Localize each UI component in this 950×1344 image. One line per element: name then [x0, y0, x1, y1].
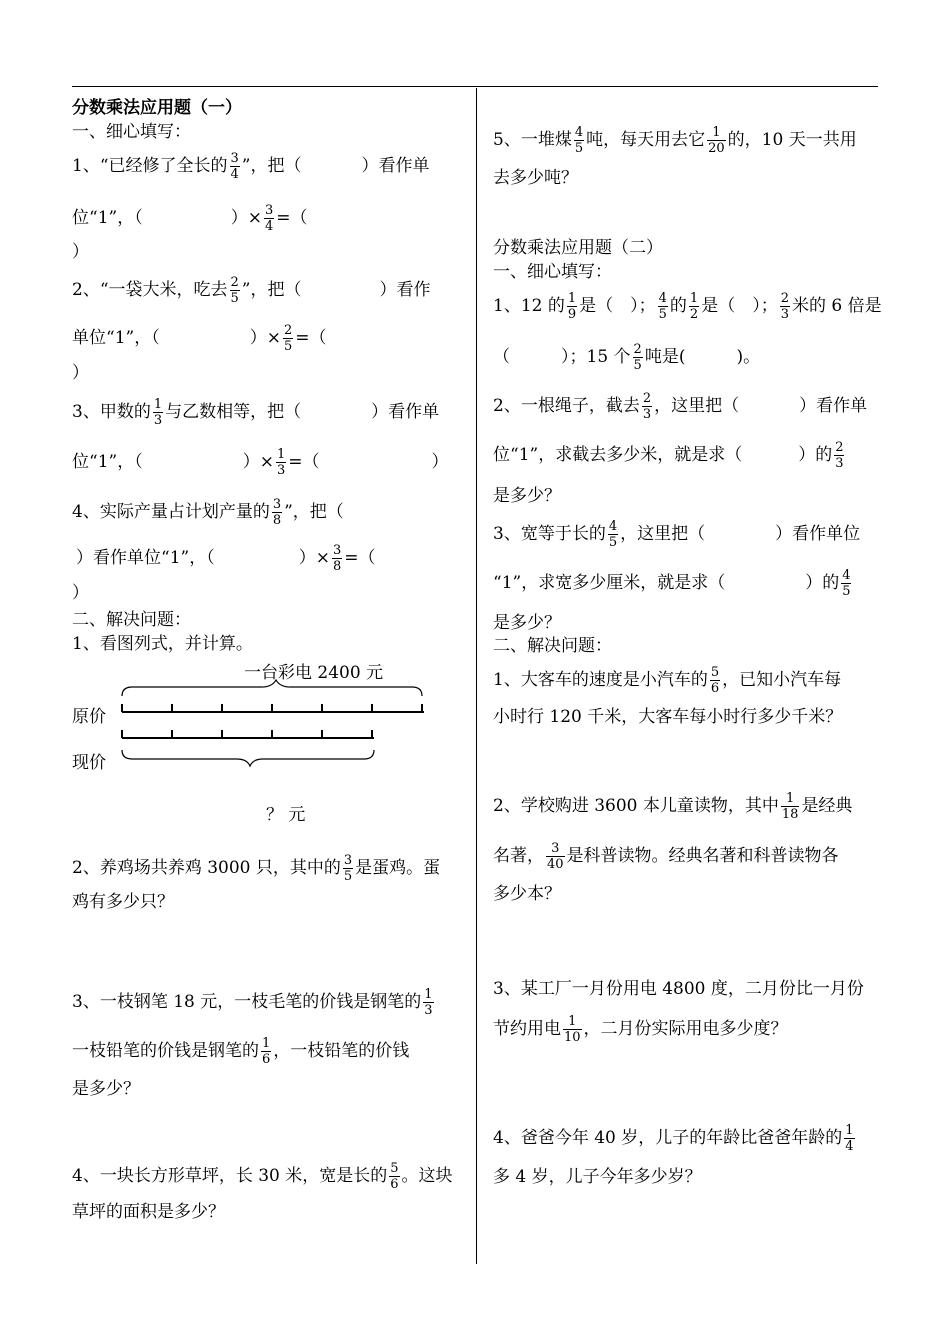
section-solve-2: 二、解决问题： [493, 636, 612, 656]
f2-line1: 2、一根绳子，截去 $\frac{2}{3}$ ，这里把（ ）看作单 [493, 391, 868, 422]
section-fill-1: 一、细心填写： [72, 122, 191, 142]
r1-line1: 1、大客车的速度是小汽车的 $\frac{5}{6}$ ，已知小汽车每 [493, 665, 842, 696]
fraction-4-5: $\frac{4}{5}$ [574, 125, 584, 156]
fraction-2-5: $\frac{2}{5}$ [230, 275, 239, 306]
p4-line2: 草坪的面积是多少？ [72, 1202, 225, 1222]
f3-line2: “1”，求宽多少厘米，就是求（ ）的 $\frac{4}{5}$ [493, 568, 851, 599]
column-divider [476, 88, 477, 1264]
fraction-4-5: $\frac{4}{5}$ [658, 291, 667, 322]
q3-line2: 位“1”，（ ）× $\frac{1}{3}$ =（ ） [72, 447, 449, 478]
fraction-2-3: $\frac{2}{3}$ [780, 291, 789, 322]
f2-line2: 位“1”，求截去多少米，就是求（ ）的 $\frac{2}{3}$ [493, 440, 844, 471]
left-column [72, 96, 462, 1230]
q4-line1: 4、实际产量占计划产量的 $\frac{3}{8}$ ”，把（ [72, 497, 344, 528]
fraction-3-4: $\frac{3}{4}$ [264, 203, 274, 234]
fraction-2-5: $\frac{2}{5}$ [283, 323, 293, 354]
q1-line3: ） [72, 242, 89, 262]
r3-line2: 节约用电 $\frac{1}{10}$ ，二月份实际用电多少度？ [493, 1014, 788, 1045]
r2-line1: 2、学校购进 3600 本儿童读物，其中 $\frac{1}{18}$ 是经典 [493, 791, 853, 822]
fraction-2-3: $\frac{2}{3}$ [835, 440, 844, 471]
right-column [493, 96, 882, 1192]
fraction-3-5: $\frac{3}{5}$ [343, 853, 353, 884]
top-rule [72, 86, 878, 87]
fraction-1-9: $\frac{1}{9}$ [567, 291, 577, 322]
q2-line3: ） [72, 363, 89, 383]
q2-line1: 2、“一袋大米，吃去 $\frac{2}{5}$ ”，把（ ）看作 [72, 275, 431, 306]
fraction-1-6: $\frac{1}{6}$ [262, 1036, 271, 1067]
current-price-bar [122, 730, 374, 738]
fraction-1-4: $\frac{1}{4}$ [845, 1123, 854, 1154]
p2-line2: 鸡有多少只？ [72, 892, 174, 912]
q4-line2: ）看作单位“1”，（ ）× $\frac{3}{8}$ =（ [76, 543, 376, 574]
q3-line1: 3、甲数的 $\frac{1}{3}$ 与乙数相等，把（ ）看作单 [72, 397, 440, 428]
original-price-bar [122, 704, 424, 712]
f3-line3: 是多少？ [493, 613, 561, 633]
f3-line1: 3、宽等于长的 $\frac{4}{5}$ ，这里把（ ）看作单位 [493, 519, 861, 550]
fraction-4-5: $\frac{4}{5}$ [608, 519, 618, 550]
q5-line2: 去多少吨？ [493, 168, 578, 188]
fraction-2-5: $\frac{2}{5}$ [633, 342, 642, 373]
r3-line1: 3、某工厂一月份用电 4800 度，二月份比一月份 [493, 979, 864, 999]
fraction-3-40: $\frac{3}{40}$ [547, 841, 564, 872]
f2-line3: 是多少？ [493, 486, 561, 506]
bottom-brace [122, 750, 374, 766]
r1-line2: 小时行 120 千米，大客车每小时行多少千米？ [493, 707, 843, 727]
q2-line2: 单位“1”，（ ）× $\frac{2}{5}$ =（ [72, 323, 327, 354]
p2-line1: 2、养鸡场共养鸡 3000 只，其中的 $\frac{3}{5}$ 是蛋鸡。蛋 [72, 853, 441, 884]
section-fill-2: 一、细心填写： [493, 262, 612, 282]
tv-price-diagram [72, 660, 462, 826]
section-solve-1: 二、解决问题： [72, 610, 191, 630]
worksheet-title-1: 分数乘法应用题（一） [72, 98, 242, 118]
fraction-3-8: $\frac{3}{8}$ [272, 497, 282, 528]
fraction-4-5: $\frac{4}{5}$ [842, 568, 851, 599]
f1-line2: （ ）；15 个 $\frac{2}{5}$ 吨是( )。 [493, 342, 761, 373]
r2-line2: 名著， $\frac{3}{40}$ 是科普读物。经典名著和科普读物各 [493, 841, 839, 872]
p3-line1: 3、一枝钢笔 18 元，一枝毛笔的价钱是钢笔的 $\frac{1}{3}$ [72, 987, 433, 1018]
q4-line3: ） [72, 583, 89, 603]
q5-line1: 5、一堆煤 $\frac{4}{5}$ 吨，每天用去它 $\frac{1}{20}$ 的，10 天一共用 [493, 125, 857, 156]
diagram-current-label: 现价 [72, 753, 106, 773]
fraction-5-6: $\frac{5}{6}$ [390, 1161, 399, 1192]
fraction-2-3: $\frac{2}{3}$ [642, 391, 652, 422]
worksheet-title-2: 分数乘法应用题（二） [493, 238, 663, 258]
fraction-3-4: $\frac{3}{4}$ [230, 151, 239, 182]
fraction-5-6: $\frac{5}{6}$ [710, 665, 720, 696]
fraction-1-10: $\frac{1}{10}$ [564, 1014, 581, 1045]
segment-diagram [72, 660, 462, 826]
diagram-top-label: 一台彩电 2400 元 [244, 663, 384, 683]
fraction-3-8: $\frac{3}{8}$ [332, 543, 342, 574]
p4-line1: 4、一块长方形草坪，长 30 米，宽是长的 $\frac{5}{6}$ 。这块 [72, 1161, 453, 1192]
fraction-1-3: $\frac{1}{3}$ [153, 397, 163, 428]
f1-line1: 1、12 的 $\frac{1}{9}$ 是（ ）； $\frac{4}{5}$ 的 $\frac{1}{2}$ 是（ ）； $\frac{2}{3}$ 米的 6 倍是 [493, 291, 882, 322]
diagram-original-label: 原价 [72, 707, 106, 727]
p1-line: 1、看图列式，并计算。 [72, 634, 253, 654]
q1-line2: 位“1”，（ ）× $\frac{3}{4}$ =（ [72, 203, 308, 234]
r4-line1: 4、爸爸今年 40 岁，儿子的年龄比爸爸年龄的 $\frac{1}{4}$ [493, 1123, 854, 1154]
p3-line3: 是多少？ [72, 1079, 140, 1099]
diagram-question-label: ？ 元 [266, 805, 306, 825]
r4-line2: 多 4 岁，儿子今年多少岁？ [493, 1167, 702, 1187]
fraction-1-20: $\frac{1}{20}$ [708, 125, 725, 156]
q1-line1: 1、“已经修了全长的 $\frac{3}{4}$ ”，把（ ）看作单 [72, 151, 430, 182]
fraction-1-3: $\frac{1}{3}$ [424, 987, 433, 1018]
p3-line2: 一枝铅笔的价钱是钢笔的 $\frac{1}{6}$ ，一枝铅笔的价钱 [72, 1036, 410, 1067]
r2-line3: 多少本？ [493, 884, 561, 904]
fraction-1-3: $\frac{1}{3}$ [276, 447, 286, 478]
fraction-1-18: $\frac{1}{18}$ [781, 791, 799, 822]
fraction-1-2: $\frac{1}{2}$ [689, 291, 699, 322]
